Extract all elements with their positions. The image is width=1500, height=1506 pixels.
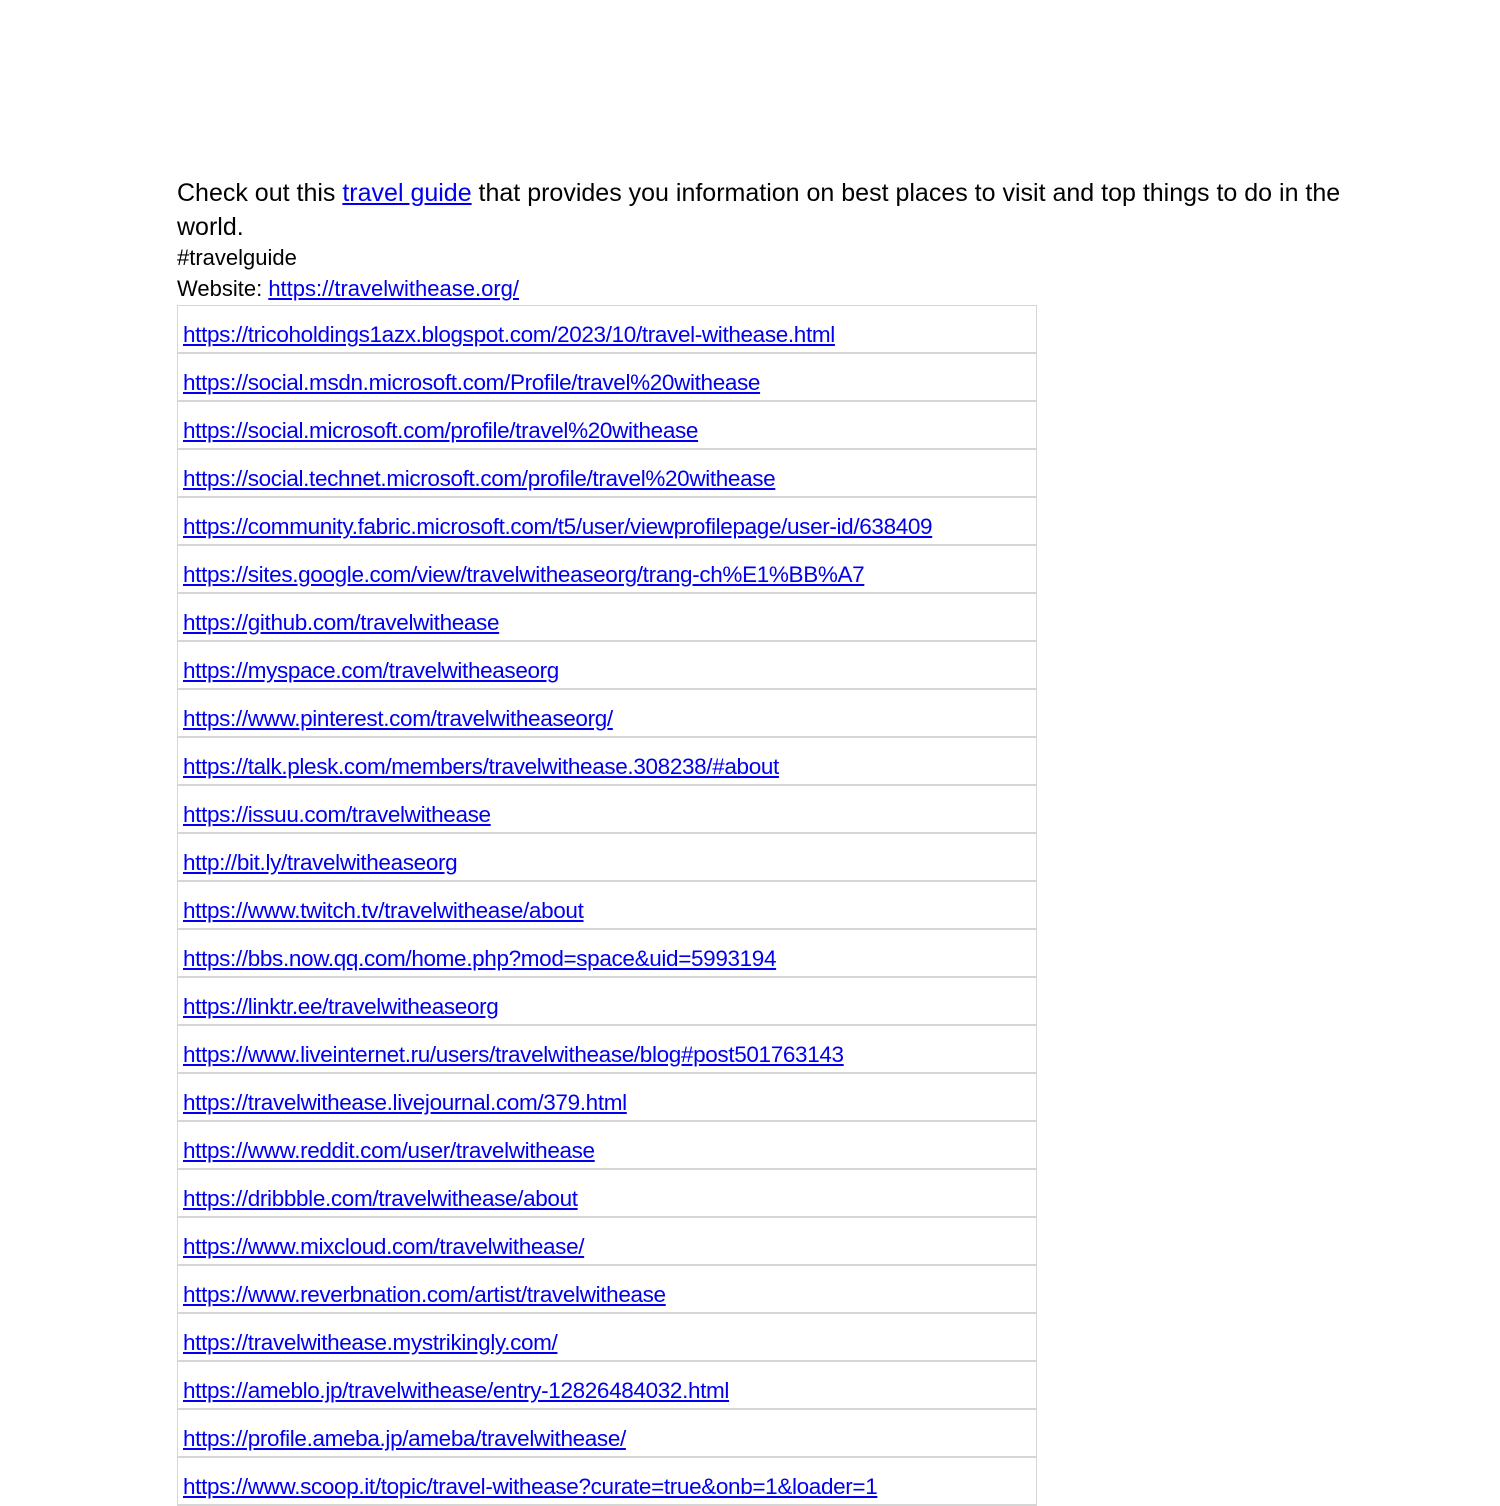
table-row	[178, 738, 1036, 786]
profile-link[interactable]: https://linktr.ee/travelwitheaseorg	[183, 994, 499, 1019]
profile-link[interactable]: https://bbs.now.qq.com/home.php?mod=space&uid=5993194	[183, 946, 777, 971]
profile-link[interactable]: https://social.technet.microsoft.com/profile/travel%20withease	[183, 466, 776, 491]
table-row	[178, 930, 1036, 978]
profile-link[interactable]: https://tricoholdings1azx.blogspot.com/2023/10/travel-withease.html	[183, 322, 835, 347]
profile-link[interactable]: https://social.msdn.microsoft.com/Profile/travel%20withease	[183, 370, 761, 395]
profile-link[interactable]: https://travelwithease.livejournal.com/379.html	[183, 1090, 627, 1115]
table-row	[178, 1458, 1036, 1506]
table-row	[178, 786, 1036, 834]
table-row	[178, 1170, 1036, 1218]
profile-link[interactable]: https://www.reverbnation.com/artist/travelwithease	[183, 1282, 666, 1307]
table-row	[178, 546, 1036, 594]
table-row	[178, 690, 1036, 738]
table-row	[178, 354, 1036, 402]
profile-link[interactable]: https://profile.ameba.jp/ameba/travelwithease/	[183, 1426, 626, 1451]
table-row	[178, 882, 1036, 930]
table-row	[178, 306, 1036, 354]
profile-link[interactable]: https://myspace.com/travelwitheaseorg	[183, 658, 559, 683]
website-line	[177, 276, 519, 302]
table-row	[178, 1314, 1036, 1362]
hashtag: #travelguide	[177, 245, 297, 270]
profile-link[interactable]: https://www.pinterest.com/travelwitheaseorg/	[183, 706, 613, 731]
profile-link[interactable]: https://www.liveinternet.ru/users/travelwithease/blog#post501763143	[183, 1042, 844, 1067]
table-row	[178, 978, 1036, 1026]
profile-link[interactable]: https://www.mixcloud.com/travelwithease/	[183, 1234, 585, 1259]
travel-guide-link[interactable]: travel guide	[342, 179, 472, 207]
profile-link[interactable]: https://sites.google.com/view/travelwitheaseorg/trang-ch%E1%BB%A7	[183, 562, 865, 587]
profile-link[interactable]: https://community.fabric.microsoft.com/t5/user/viewprofilepage/user-id/638409	[183, 514, 933, 539]
table-row	[178, 642, 1036, 690]
website-link[interactable]: https://travelwithease.org/	[268, 276, 519, 301]
table-row	[178, 450, 1036, 498]
intro-text-after: that provides you information on best places to visit and top things to do in the world.	[177, 179, 1341, 241]
table-row	[178, 1410, 1036, 1458]
profile-link[interactable]: https://www.reddit.com/user/travelwithease	[183, 1138, 595, 1163]
profile-link[interactable]: https://travelwithease.mystrikingly.com/	[183, 1330, 558, 1355]
profile-link[interactable]: https://issuu.com/travelwithease	[183, 802, 491, 827]
profile-link[interactable]: https://www.twitch.tv/travelwithease/about	[183, 898, 584, 923]
table-row	[178, 1026, 1036, 1074]
website-label: Website:	[177, 276, 269, 301]
profile-link[interactable]: https://social.microsoft.com/profile/travel%20withease	[183, 418, 699, 443]
table-row	[178, 402, 1036, 450]
profile-link[interactable]: https://talk.plesk.com/members/travelwithease.308238/#about	[183, 754, 779, 779]
table-row	[178, 594, 1036, 642]
profile-link[interactable]: http://bit.ly/travelwitheaseorg	[183, 850, 458, 875]
intro-text-before: Check out this	[177, 179, 343, 207]
table-row	[178, 1074, 1036, 1122]
profile-link[interactable]: https://www.scoop.it/topic/travel-withease?curate=true&onb=1&loader=1	[183, 1474, 878, 1499]
links-table	[177, 305, 1037, 1506]
profile-link[interactable]: https://github.com/travelwithease	[183, 610, 500, 635]
table-row	[178, 498, 1036, 546]
profile-link[interactable]: https://ameblo.jp/travelwithease/entry-12826484032.html	[183, 1378, 730, 1403]
table-row	[178, 1266, 1036, 1314]
table-row	[178, 834, 1036, 882]
table-row	[178, 1362, 1036, 1410]
table-row	[178, 1218, 1036, 1266]
table-row	[178, 1122, 1036, 1170]
intro-paragraph	[177, 176, 1342, 244]
profile-link[interactable]: https://dribbble.com/travelwithease/about	[183, 1186, 578, 1211]
